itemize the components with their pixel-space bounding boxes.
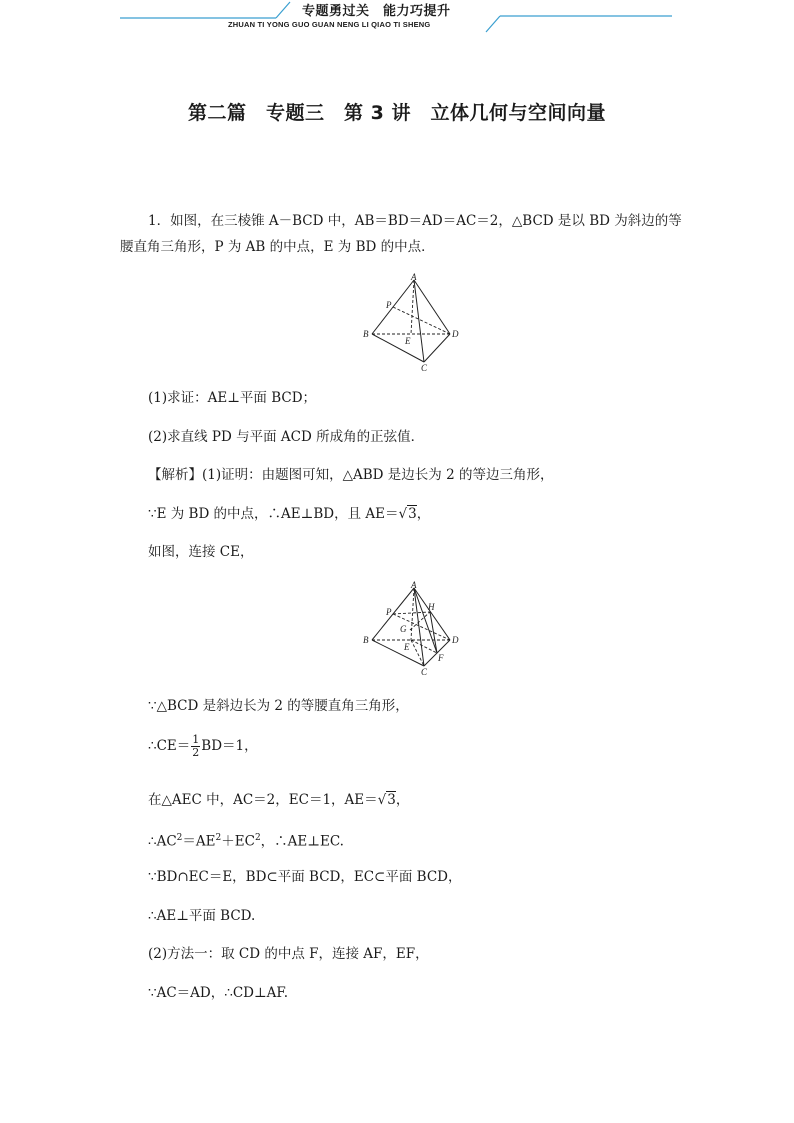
- question-1: (1)求证：AE⊥平面 BCD；: [148, 390, 317, 406]
- label-H: H: [428, 602, 435, 612]
- page-title: 第二篇 专题三 第 3 讲 立体几何与空间向量: [188, 102, 606, 124]
- solution-line-6: 在△AEC 中，AC＝2，EC＝1，AE＝√3，: [148, 792, 410, 808]
- tetrahedron-figure-1: [358, 272, 468, 372]
- solution-line-2: ∵E 为 BD 的中点，∴AE⊥BD，且 AE＝√3，: [148, 506, 431, 522]
- solution-line-4: ∵△BCD 是斜边长为 2 的等腰直角三角形，: [148, 698, 409, 714]
- label-P: P: [386, 300, 392, 310]
- label-E: E: [404, 642, 410, 652]
- fraction-one-half: $\frac{1}{2}$: [192, 733, 200, 759]
- banner-title: 专题勇过关 能力巧提升: [302, 4, 451, 19]
- label-A: A: [411, 272, 417, 282]
- tetrahedron-figure-2: [358, 580, 468, 680]
- section-banner: [0, 0, 794, 40]
- question-2: (2)求直线 PD 与平面 ACD 所成角的正弦值．: [148, 429, 425, 445]
- solution-line-11: ∵AC＝AD，∴CD⊥AF.: [148, 985, 288, 1001]
- sqrt-3: √3: [377, 792, 396, 808]
- solution-line-3: 如图，连接 CE，: [148, 544, 254, 560]
- label-D: D: [452, 329, 459, 339]
- solution-line-10: (2)方法一：取 CD 的中点 F，连接 AF，EF，: [148, 946, 429, 962]
- label-G: G: [400, 624, 407, 634]
- solution-line-8: ∵BD∩EC＝E，BD⊂平面 BCD，EC⊂平面 BCD，: [148, 869, 462, 885]
- problem-line-2: 腰直角三角形，P 为 AB 的中点，E 为 BD 的中点．: [120, 239, 435, 255]
- label-A: A: [411, 580, 417, 590]
- sqrt-3: √3: [398, 506, 417, 522]
- label-F: F: [438, 653, 444, 663]
- label-B: B: [363, 635, 369, 645]
- solution-line-1: 【解析】(1)证明：由题图可知，△ABD 是边长为 2 的等边三角形，: [148, 467, 554, 483]
- label-B: B: [363, 329, 369, 339]
- solution-line-9: ∴AE⊥平面 BCD.: [148, 908, 256, 924]
- solution-line-7: $\therefore AC^2=AE^2+EC^2$，∴AE⊥EC.: [148, 833, 344, 850]
- label-P: P: [386, 607, 392, 617]
- label-D: D: [452, 635, 459, 645]
- label-C: C: [421, 363, 428, 372]
- label-C: C: [421, 667, 428, 677]
- solution-line-5: ∴CE＝ $\frac{1}{2}$ BD＝1，: [148, 733, 258, 759]
- label-E: E: [405, 336, 411, 346]
- banner-pinyin: ZHUAN TI YONG GUO GUAN NENG LI QIAO TI SHENG: [228, 20, 431, 29]
- problem-line-1: 1．如图，在三棱锥 A－BCD 中，AB＝BD＝AD＝AC＝2，△BCD 是以 BD 为斜边的等: [148, 213, 682, 229]
